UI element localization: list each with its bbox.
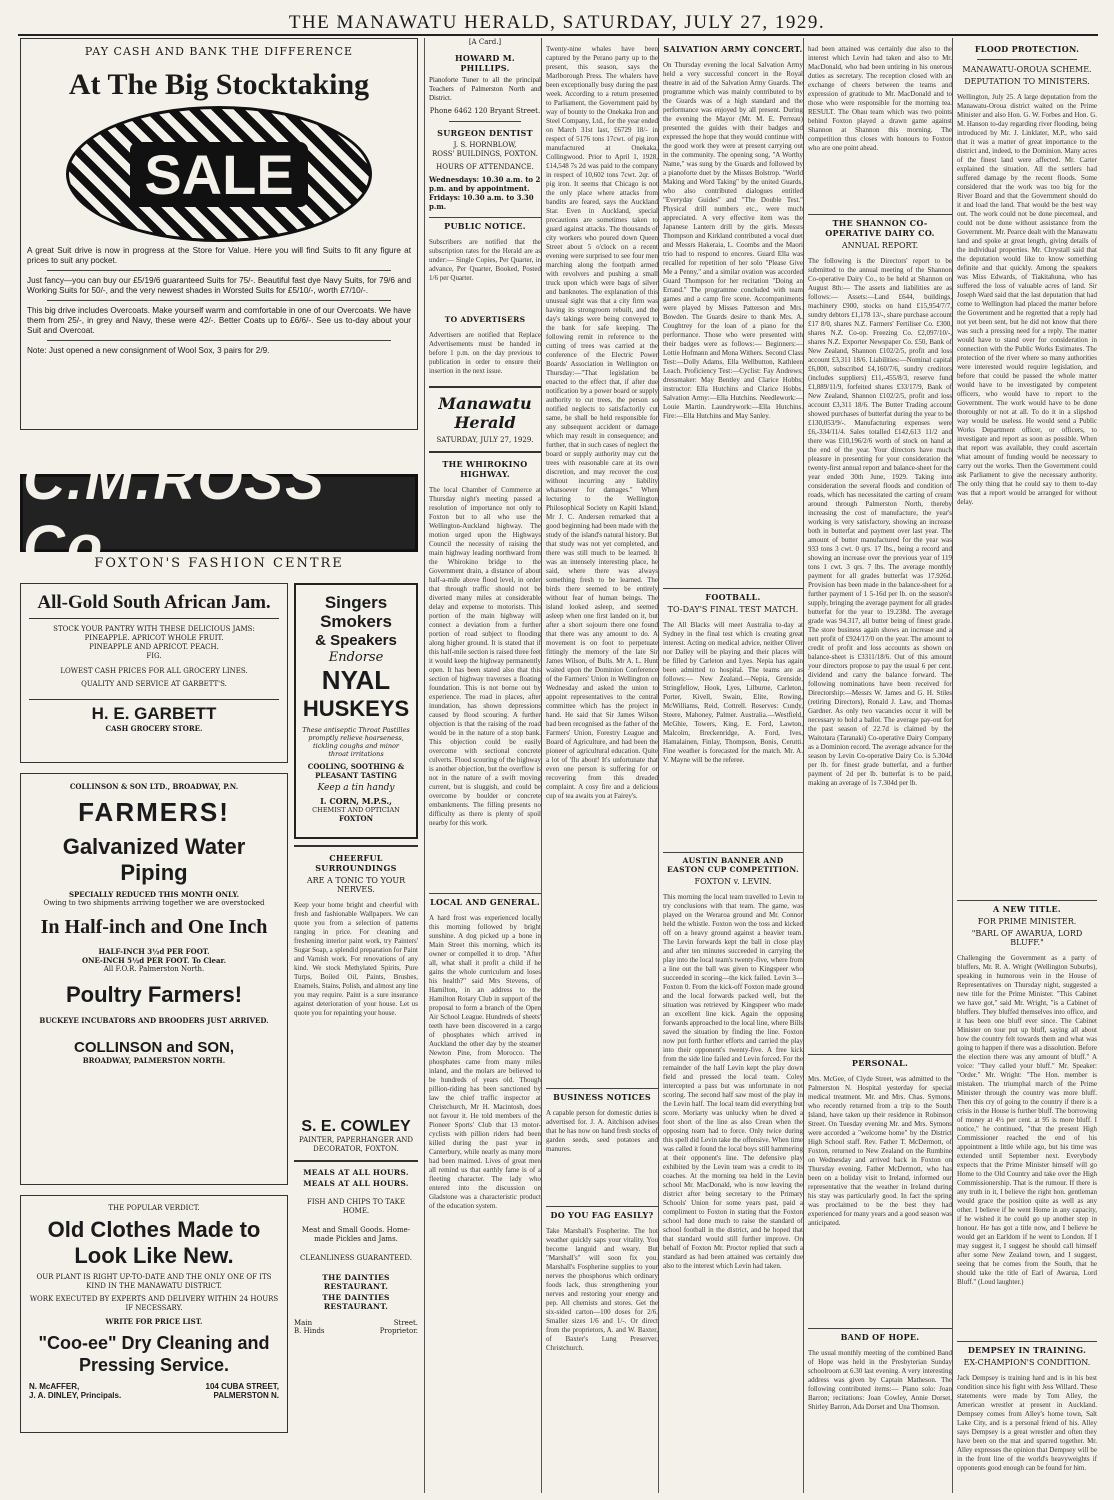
- cowley-name: S. E. COWLEY: [301, 1118, 411, 1135]
- dempsey-heading: DEMPSEY IN TRAINING.: [957, 1341, 1097, 1355]
- collinson-farmers: FARMERS!: [78, 797, 230, 827]
- cup-heading: AUSTIN BANNER AND EASTON CUP COMPETITION.: [663, 852, 803, 874]
- dempsey-body-texture: Jack Dempsey is training hard and is in his best condition since his fight with Jess Willard. These statements were made by Tom Alley, the American wrestler at present in Auckland. Dempsey comes from Alley's home town, Salt Lake City, and is a personal friend of his. Alley says Dempsey is a great wrestler and often they have been on the mat and sparred together. Mr. Alley expresses the opinion that Dempsey will be in the front line of the world's heavyweights if opponents good enough can be found for him.: [957, 1374, 1097, 1472]
- collinson-sizes: In Half-inch and One Inch: [40, 916, 268, 938]
- dainties-m2: MEALS AT ALL HOURS.: [303, 1179, 409, 1188]
- nyal-l9: Keep a tin handy: [317, 783, 395, 793]
- dentist-title: SURGEON DENTIST: [437, 128, 533, 138]
- column-4-body-texture: Twenty-nine whales have been captured by the Perano party up to the present, this season, says the Marlborough Press. The whalers have been exceptionally busy during the past week. According to a return presented to Parliament, the Government paid by way of bounty to the Onekaka Iron and Steel Company, Ltd., for the year ended on March 31st last, £6729 18/- in respect of 5176 tons 17cwt. of pig iron manufactured at Onekaka, Collingwood. Prior to April 1, 1928, £14,548 7s 2d was paid to the company in respect of 10,602 tons 7cwt. 2qr. of pig iron. It seems that Chicago is not the only place where attacks from bandits are feared, says the Auckland Star. Even in Auckland, special precautions are sometimes taken to guard against attacks. The thousands of city workers who poured down Queen Street about 5 o'clock on a recent evening were surprised to see four men marching along the footpath armed with revolvers and pushing a small truck upon which were bags of silver and banknotes. The explanation of this unusual sight was that a city firm was having its strongroom rebuilt, and the day's takings were being conveyed to the bank for safe keeping. The following remit in reference to the cutting of trees was carried at the conference of the Electric Power Boards' Association in Wellington on Thursday:—"That legislation be enacted to the effect that, if after due notification by a power board or supply authority to cut trees, the person so notified neglects to satisfactorily cut same, he shall be held responsible for any subsequent accident or damage which may result in consequence; and further, that in such cases of neglect the board or supply authority may cut the trees with reasonable care at its own discretion, and may recover the cost without incurring any liability whatsoever for damages." When lecturing to the Wellington Philosophical Society on Kapiti Island, Mr J. C. Andersen remarked that a good beginning had been made with the study of the island's natural history. But that study was not yet completed, and there was still much to be learned. It was an intensely interesting place, he said, where there was always something fresh to be learned. The birds there seemed to be entirely without fear of human beings. The island looked asleep, and seemed asleep when one first landed on it, but after a short sojourn there one found that there was any amount to do. A movement is on foot to perpetuate fittingly the memory of the late Sir James Wilson, of Bulls. Mr A. L. Hunt waited upon the Dominion Conference of the Farmers' Union in Wellington on Wednesday and asked the union to appoint representatives to the central committee which has the project in hand. He said that Sir James Wilson had been recognised as the father of the Farmers' Union, Forestry League and Board of Agriculture, and had been the pioneer of agricultural education. Quite a lot of 'flu about! It's unfortunate that even one person is suffering for or recovering from this dreaded complaint. A cosy fire and a delicious cup of tea awaits you at Fairey's.: [546, 45, 658, 800]
- oroua-heading: MANAWATU-OROUA SCHEME.: [962, 65, 1092, 74]
- collinson-galv: Galvanized Water Piping: [62, 834, 246, 885]
- dainties-d1: THE DAINTIES RESTAURANT.: [322, 1273, 390, 1291]
- dentist-fri: Fridays: 10.30 a.m. to 3.30 p.m.: [429, 193, 534, 211]
- ex-champion-heading: EX-CHAMPION'S CONDITION.: [963, 1358, 1091, 1367]
- ross-ad: [20, 447, 418, 579]
- herald-nameplate: Manawatu Herald: [438, 394, 532, 432]
- garbett-ad: [20, 583, 288, 763]
- garbett-l6: QUALITY AND SERVICE AT GARBETT'S.: [81, 680, 227, 688]
- levin-body-texture: This morning the local team travelled to Levin to try conclusions with that team. The game, was played on the Weraroa ground and Mr. Connor held the whistle. Foxton won the toss and kicked off on a heavy ground against a heavier team. The Levin forwards kept the ball in close play and after ten minutes succeeded in carrying the play into the local team's twenty-five, where from a line out the ball was given to Kingspeer who succeeded in scoring—the kick failed. Levin 3—Foxton 0. From the kick-off Foxton made ground and the local forwards packed well, but the situation was retrieved by Kingspeer who made an excellent line kick. Again the opposing forwards approached to the local line, where Bills saved the situation by finding the line. Foxton now put forth further efforts and carried the play into their opponent's twenty-five. A free kick from the side line failed and Levin forced. For the remainder of the half Levin kept the play down field and pressed the local team. Coley intercepted a pass but was unfortunate in not scoring. The second half saw most of the play in the Levin half. The local team did everything but score. Moriarty was unlucky when he dived a foot short of the line as also Crean when the opposing team had to force. Only twice during this spell did Levin take the offensive. When time was called it found the local boys still hammering at their opponent's line. The defensive play exhibited by the Levin team was a credit to its coaches. At the morning tea held in the Levin school Mr. MacDonald, who is now leaving the district after being secretary to the Primary Schools' Union for some years past, paid a compliment to Foxton in stating that the Foxton school had done much to raise the standard of school football in the district, and he hoped that that standard would still further improve. On behalf of Foxton Mr. Proctor replied that such a standard as had been attained was certainly due also to the interest which Levin had taken.: [663, 893, 803, 1270]
- collinson-fob: All F.O.R. Palmerston North.: [103, 965, 205, 973]
- collinson-ad: [20, 773, 288, 1185]
- local-body-texture: A hard frost was experienced locally this morning followed by bright sunshine. A dog picked up a bone in Main Street this morning, which its owner or compelled it to drop. "After all, what shall it profit a child if he gains the whole curriculum and loses his health?" said Mrs Stevens, of Hamilton, in an address to the Hamilton Rotary Club in support of the proposal to form a branch of the Open Air School League. Hundreds of sheets' teeth have been discovered in a cargo of phosphates which arrived in Auckland the other day by the steamer Newton Pine, from Morocco. The phosphates came from many miles inland, and the molars are believed to be hundreds of years old. Though pillion-riding has been sanctioned by law the chief traffic inspector at Christchurch, Mr H. Macintosh, does not favour it. He told members of the Pioneer Sports' Club that 13 motor-cyclists with pillion riders had been killed during the past year in Canterbury, while nearly as many more had been maimed. Lives of great men all remind us that earthly fame is of a fleeting character. The lady who entered into the discussion on Gladstone was a characteristic product of the education system.: [429, 914, 541, 1210]
- new-title-texture: Challenging the Government as a party of bluffers, Mr. R. A. Wright (Wellington Suburbs), speaking in humorous vein in the House of Representatives on Thursday night, suggested a new title for the Prime Minister. "This Cabinet we have got," said Mr. Wright, "is a Cabinet of bluffers. They bluffed themselves into office, and it has been one bluff ever since. The Cabinet Minister on tour put up bluff, saying all about how the country felt towards them and what was going to happen if there was a dissolution. Before the election there was any amount of bluff." A voice: "They called your bluff." Mr. Speaker: "Order." Mr. Wright: "The Hon. member is mistaken. The triumphal march of the Prime Minister through the country was more bluff. Then this cry of going to the country if there is a crisis in the House is further bluff. The borrowing of money at 4½ per cent. at 95 is more bluff. I notice," he continued, "that the present High Commissioner reached the end of his appointment a little while ago, but his time was extended until September next. Everybody expects that the Prime Minister himself will go Home to the Old Country and take over the High Commissionership. That is the rumour. If there is any truth in it, I believe the right hon. gentleman would grace the position quite as well as any other. I believe if he went Home in any capacity, if he wished it he could go up another step in honour. He has got a title now, and I believe he would get an Earldom if he went to London. If I may suggest it, I suggest he should call himself after some New Zealand town, and I suggest, seeing that he comes from the South, that he should take the title of Earl of Awarua, Lord Bluff." (Loud laughter.): [957, 954, 1097, 1286]
- stocktaking-p3: This big drive includes Overcoats. Make yourself warm and comfortable in one of our Overcoats. We have them from 25/-, in grey and Navy, these were 42/-. Better Coats up to £6/6/-. See us to-day about your Suit and Overcoat.: [27, 306, 411, 335]
- dentist-address: ROSS' BUILDINGS, FOXTON.: [432, 150, 538, 158]
- flood-body-texture: Wellington, July 25. A large deputation from the Manawatu-Oroua district waited on the Prime Minister and also Hon. G. W. Forbes and Hon. G. M. Hanson to-day regarding river flooding, being introduced by Mr. J. Linklater, M.P., who said that it was a matter of great importance to the district and, indeed, to the Dominion. Many acres of the finest land were affected. Mr. Carter explained the situation. All the settlers had suffered damage by the recent floods. Some considered that the work was too big for the River Board and that the Government should do it and load the land. That would be the best way out. The work could not be done piecemeal, and could not be done without assistance from the Government. Mr. Pearce dealt with the Manawatu land and spoke at great length, giving details of the individual properties. Mr. Chrystall said that the deputation would like to know something definite and that quickly. Among the speakers was Miss Edwards, of Tiakitahuna, who has suffered the loss of valuable acres of land. Sir Joseph Ward said that the last deputation that had come to Wellington had placed the matter before the Government and he regretted that a reply had not yet been sent, but he did not know that there was such a pressing need for a reply. The matter would have to stand over for consideration in connection with the Public Works Estimates. The protection of the river where so many authorities were interested would require legislation, and before that could be passed the whole matter would have to be investigated by competent officers, who would have to report to the Government. The work would have to be done thoroughly or not at all. To do it in a slipshod way would be useless. He would send a Public Works Department officer, or officers, to investigate and report as soon as possible. When that report was available, they could ascertain what amount of funding would be necessary to carry out the works. Then the Government could ask Parliament to give the necessary authority. The only thing that he could say to them to-day was that a report would be arranged for without delay.: [957, 93, 1097, 506]
- shannon-heading: THE SHANNON CO-OPERATIVE DAIRY CO.: [808, 214, 952, 238]
- business-notices-heading: BUSINESS NOTICES: [546, 1088, 658, 1102]
- cooee-ad: [20, 1195, 288, 1433]
- nyal-l2: Smokers: [320, 612, 392, 631]
- advertisers-texture: Advertisers are notified that Replace Advertisements must be handed in before 1 p.m. on the day previous to publication in order to ensure their insertion in the next issue.: [429, 331, 541, 375]
- collinson-half: HALF-INCH 3½d PER FOOT.: [98, 947, 210, 956]
- dainties-fish: FISH AND CHIPS TO TAKE HOME.: [306, 1198, 406, 1215]
- nyal-l6: HUSKEYS: [302, 696, 410, 721]
- cowley-h2: ARE A TONIC TO YOUR NERVES.: [306, 876, 406, 894]
- band-of-hope-heading: BAND OF HOPE.: [808, 1328, 952, 1342]
- subscribers-texture: Subscribers are notified that the subscription rates for the Herald are as under:— Single Copies, Per Quarter, in advance, Per Quarter, Booked, Posted 1/6 per Quarter.: [429, 238, 541, 282]
- stocktaking-ad: [20, 38, 418, 430]
- collinson-owing: Owing to two shipments arriving together we are overstocked: [43, 899, 265, 907]
- cooee-right2: PALMERSTON N.: [213, 1391, 279, 1400]
- whirokino-heading: THE WHIROKINO HIGHWAY.: [442, 459, 528, 479]
- cooee-left1: N. McAFFER,: [29, 1382, 80, 1391]
- garbett-l2: PINEAPPLE. APRICOT WHOLE FRUIT.: [84, 634, 224, 642]
- cooee-h2: "Coo-ee" Dry Cleaning and Pressing Service.: [38, 1333, 270, 1375]
- dainties-prop: Proprietor.: [379, 1327, 418, 1335]
- collinson-poultry: Poultry Farmers!: [65, 982, 243, 1007]
- levin-continued-texture: had been attained was certainly due also to the interest which Levin had taken and also to Mr. MacDonald, who had been untiring in his onerous duties as secretary. The reception closed with an exchange of cheers between the teams and expression of gratitude to Mr. MacDonald and to those who were responsible for the morning tea. RESULT. The Ohau team which was two points behind Foxton played a drawn game against Shannon at Shannon this morning. The competition thus closes with honours to Foxton who are one point ahead.: [808, 45, 952, 152]
- ross-tagline: FOXTON'S FASHION CENTRE: [94, 556, 344, 571]
- masthead-rule: [18, 34, 1098, 36]
- cooee-verdict: THE POPULAR VERDICT.: [108, 1204, 200, 1212]
- phillips-text: Pianoforte Tuner to all the principal Teachers of Palmerston North and District.: [429, 76, 541, 102]
- nyal-l10: I. CORN, M.P.S.,: [320, 796, 392, 806]
- dainties-d2: THE DAINTIES RESTAURANT.: [322, 1293, 390, 1311]
- annual-report-heading: ANNUAL REPORT.: [841, 241, 919, 250]
- cooee-left2: J. A. DINLEY, Principals.: [29, 1391, 122, 1400]
- nyal-ad: [294, 583, 418, 839]
- cooee-right1: 104 CUBA STREET,: [205, 1382, 279, 1391]
- cowley-h1: CHEERFUL SURROUNDINGS: [315, 853, 397, 873]
- stocktaking-p4: Note: Just opened a new consignment of Wool Sox, 3 pairs for 2/9.: [27, 346, 270, 356]
- collinson-buckeye: BUCKEYE INCUBATORS AND BROODERS JUST ARRIVED.: [39, 1016, 269, 1025]
- levin-heading: FOXTON v. LEVIN.: [694, 877, 772, 886]
- dainties-hinds: B. Hinds: [294, 1327, 325, 1335]
- column-6: [803, 38, 952, 1493]
- dainties-ad: [294, 1168, 418, 1335]
- public-notice-title: PUBLIC NOTICE.: [429, 217, 541, 231]
- dentist-wed: Wednesdays: 10.30 a.m. to 2 p.m. and by appointment.: [429, 175, 541, 193]
- fag-easily-heading: DO YOU FAG EASILY?: [546, 1206, 658, 1220]
- prime-minister-heading: FOR PRIME MINISTER.: [977, 917, 1077, 926]
- garbett-name: H. E. GARBETT: [29, 699, 279, 724]
- football-heading: FOOTBALL.: [663, 588, 803, 602]
- cooee-h1: Old Clothes Made to Look Like New.: [47, 1217, 261, 1268]
- card-label: [A Card.]: [468, 38, 502, 46]
- stocktaking-headline: At The Big Stocktaking: [68, 68, 370, 101]
- salvation-body-texture: On Thursday evening the local Salvation Army held a very successful concert in the Royal theatre in aid of the Salvation Army Guards. The programme which was mainly contributed to by the Guards was of a high standard and the performance was enjoyed by all present. During the evening the Mayor (Mr. M. E. Perreau) presented the guides with their badges and expressed the hope that they would continue with the good work they were at present carrying out in the community. The opening song, "A Worthy Name," was sung by the Guards and followed by a pianoforte duet by the Misses Bolstrop. "World Making and Word Taking" by the united Guards, who also contributed dialogues entitled "Everyday Guides" and "The Double Test." Physical drill numbers etc., were much appreciated. A very effective item was the Japanese Lantern drill by the girls. Messrs Thompson and Kirkland contributed a vocal duet and Messrs Hakeraia, L. Coombs and the Maori trio had to respond to encores. Guard Ella was recalled for repetition of her solo "Please Give Me a Penny," and a similar ovation was accorded Guard Thompson for her recitation "Doing an Errand." The programme concluded with team games and a camp fire scene. Accompaniments were played by Misses Patterson and Mrs. Bowden. The Guards desire to thank Mrs. A. Coughtrey for the loan of a piano for the performance. Those who were presented with their badges were as follows:— Beginners:—Lottie Hofmann and Mona Withers. Second Class Test:—Dolly Adams, Ella Wellbutton, Kathleen Leach. Proficiency Test:—Cyclist: Fay Andrews; dressmaker: May Bentley and Clarice Hobbs; instructor: Ella Hutchins and Clarice Hobbs. Salvation Army:—Ella Hutchins. Needlework:—Louie Martin. Laundrywork:—Ella Hutchins. Fire:—Ella Hutchins and May Sanley.: [663, 61, 803, 420]
- test-match-texture: The All Blacks will meet Australia to-day at Sydney in the final test which is creating great interest. Acting on medical advice, neither Oliver nor Dalley will be playing and their places will be filled by Carleton and Lyes. Nepia has again been admitted to hospital. The teams are as follows:— New Zealand.—Nepia, Grenside, Stringfellow, Hook, Lyes, Lilburne, Carleton, Porter, Kivell, Swain, Elite, Rowing, McWilliams, Reid, Cottrell. Reserves: Cundy, Steere, Mahoney, Palmer. Australia.—Westfield, McGhie, Towers, King, E. Ford, Lawton, Malcolm, Breckenridge, A. Ford, Ives, Hamalainen, Finlay, Thompson, Bonis, Cerutti. Fine weather is forecasted for the match. Mr. A. V. Mayne will be the referee.: [663, 621, 803, 764]
- flood-heading: FLOOD PROTECTION.: [974, 44, 1080, 54]
- test-match-heading: TO-DAY'S FINAL TEST MATCH.: [667, 605, 799, 614]
- dainties-m1: MEALS AT ALL HOURS.: [303, 1168, 409, 1177]
- shannon-body-texture: The following is the Directors' report to be submitted to the annual meeting of the Shannon Co-operative Dairy Co., to be held at Shannon on August 8th:— The assets and liabilities are as follows:— Assets:—Land £644, buildings, machinery £900, stocks on hand £15,954/7/7, sundry debtors £1,178 13/-, share purchase account £17 8/0, shares N.Z. Farmers' Fertiliser Co. £300, shares N.Z. Co-op. Freezing Co. £2,097/10/-, shares N.Z. Exporter Newspaper Co. £50, Bank of New Zealand, Shannon £102/2/5, profit and loss account £3,311 18/6. Liabilities:—Nominal capital £6,000, subscribed £4,160/7/6, sundry creditors (includes suppliers) £11,-455/8/3, reserve fund £1,889/11/9, forfeited shares £33/17/9, Bank of New Zealand, Shannon £102/2/5, profit and loss account £3,311 18/6. The Butter Trading account showed purchases of butterfat during the year to be £130,053/9/-. Manufacturing expenses were £6,-334/11/4. Sales totalled £142,613 11/2 and there was £10,196/2/6 worth of stock on hand at the end of the year. Your directors have much pleasure in presenting for your consideration the twenty-first annual report and balance-sheet for the year ended 30th June, 1929. Taking into consideration the several floods and condition of roads, which has necessitated the carting of cream around through Palmerston North, thereby increasing the cost of manufacture, the year's working is very satisfactory, showing an increase both in butterfat and payment over last year. The amount of butter manufactured for the year was 933 tons 3 cwt. 0 qrs. 17 lbs., being a record and showing an increase over the previous year of 119 tons 1 cwt. 3 qrs. 7 lbs. The average monthly payment for all grades butterfat was 17.926d. Provision has been made in the balance-sheet for a further payment of 1 5-16d per lb. on the season's supply, bringing the average payment for all grades butterfat for the year to 19.238d. The average grade was 94.317, all butter being of finest grade. The store business again shows an increase and a nett profit of £924/17/0 on the year. The amount to credit of profit and loss accounts as shown on balance-sheet is £3311/18/6. Out of this amount your directors propose to pay the usual 6 per cent. dividend and carry the balance forward. The following nominations have been received for Directorship:—Messrs W. James and G. H. Stiles (retiring Directors), Ronald J. Law, and Thomas Gardner. As only two vacancies occur it will be necessary to hold a ballot. The average pay-out for the past season of 22.7d is claimed by the Waitotara (Taranaki) Co-operative Dairy Company as a Dominion record. The average advance for the season by Levin Co-operative Dairy Co. is 5.304d per lb. for finest grade butterfat, and a further payment of 2d per lb. butterfat is to be paid, making an average of 1s 7.304d per lb.: [808, 257, 952, 787]
- garbett-store: CASH GROCERY STORE.: [105, 724, 203, 733]
- nyal-l11: CHEMIST AND OPTICIAN: [312, 806, 400, 814]
- column-7: [952, 38, 1097, 1493]
- sale-word: SALE: [130, 142, 307, 207]
- nyal-l12: FOXTON: [338, 814, 374, 823]
- personal-body-texture: Mrs. McGee, of Clyde Street, was admitted to the Palmerston N. Hospital yesterday for special medical treatment. Mr. and Mrs. Chas. Symons, who recently returned from a trip to the South Island, have taken up their residence in Robinson Street. On Tuesday evening Mr. and Mrs. Symons were accorded a "welcome home" by the District High School staff. Rev. Father T. McDermott, of Foxton, returned to New Zealand on the Rumbine on Wednesday and arrived back in Foxton on Thursday evening. Father McDermott, who has been on a holiday visit to Ireland, informed our representative that the weather in Ireland during his stay was particularly good. In fact the spring was proclaimed to be the best they had experienced for many years and a good season was anticipated.: [808, 1075, 952, 1227]
- dainties-street: Street.: [393, 1319, 418, 1327]
- cowley-body-texture: Keep your home bright and cheerful with fresh and fashionable Wallpapers. We can quote you from a selection of patterns ranging in price. For cleaning and freshening interior paint work, try Painters' Sugar Soap, a splendid preparation for Paint and Varnish work. For renovations of any kind. We stock Methylated Spirits, Pure Turps, Boiled Oil, Paints, Brushes, Enamels, Stains, Polish, and almost any line you may require. Paint is a sure insurance against deterioration of your house. Let us quote you for repainting your house.: [294, 901, 418, 1017]
- nyal-l1: Singers: [324, 593, 388, 612]
- personal-heading: PERSONAL.: [808, 1054, 952, 1068]
- cooee-p1: OUR PLANT IS RIGHT UP-TO-DATE AND THE ONLY ONE OF ITS KIND IN THE MANAWATU DISTRICT.: [36, 1273, 272, 1290]
- salvation-heading: SALVATION ARMY CONCERT.: [663, 44, 803, 54]
- cowley-ad: [294, 853, 418, 1154]
- cooee-p3: WRITE FOR PRICE LIST.: [105, 1317, 203, 1326]
- stocktaking-p1: A great Suit drive is now in progress at the Store for Value. Here you will find Suits to fit any figure at prices to suit any pocket.: [27, 246, 411, 265]
- business-notices-texture: A capable person for domestic duties is advertised for. J. A. Aitchison advises that he has now on hand fresh stocks of garden seeds, seed potatoes and manures.: [546, 1109, 658, 1153]
- column-5: [658, 38, 803, 1493]
- garbett-l3: PINEAPPLE AND APRICOT. PEACH.: [89, 643, 219, 651]
- phillips-name: HOWARD M. PHILLIPS.: [455, 53, 515, 73]
- collinson-top: COLLINSON & SON LTD., BROADWAY, P.N.: [69, 782, 239, 791]
- new-title-heading: A NEW TITLE.: [957, 900, 1097, 914]
- masthead: THE MANAWATU HERALD, SATURDAY, JULY 27, 1929.: [288, 12, 826, 33]
- dainties-meat: Meat and Small Goods. Home-made Pickles and Jams.: [301, 1226, 411, 1243]
- ad-column-left: [20, 38, 418, 1493]
- nyal-l8: COOLING, SOOTHING & PLEASANT TASTING: [307, 762, 405, 780]
- collinson-addr: BROADWAY, PALMERSTON NORTH.: [82, 1056, 226, 1065]
- hope-body-texture: The usual monthly meeting of the combined Band of Hope was held in the Presbyterian Sunday schoolroom at 6.30 last evening. A very interesting address was given by Captain Matheson. The following contributed items:— Piano solo: Joan Barron; recitations: Joan Cowley, Annie Dorset, Shirley Barron, Ada Dorset and Una Thomson.: [808, 1349, 952, 1411]
- phillips-phone: Phone 6462 120 Bryant Street.: [429, 107, 541, 115]
- dentist-name: J. S. HORNBLOW,: [453, 141, 517, 149]
- collinson-name: COLLINSON and SON,: [73, 1039, 234, 1056]
- nyal-l5: NYAL: [321, 665, 391, 695]
- deputation-heading: DEPUTATION TO MINISTERS.: [964, 77, 1090, 86]
- whirokino-body-texture: The local Chamber of Commerce at Thursday night's meeting passed a resolution of importance not only to Foxton but to all who use the Wellington-Auckland highway. The motion urged upon the Highways Council the necessity of raising the main highway leading northward from the Whirokino bridge to the Government drain, a distance of about half-a-mile above flood level, in order that through traffic should not be diverted many miles at considerable delay and expense to motorists. This portion of the main highway will connect a deviation from a further portion of road subject to flooding along higher ground. It is stated that if this half-mile section is raised three feet it would keep the highway permanently open. It has been stated also that this section of highway traverses a floating foundation. This is not borne out by experience. The road in places, after inundation, has shown depressions caused by flood scouring. A further objection is that the raising of the road would be in the nature of a stop bank. This objection could be easily overcome with sectional concrete culverts. Flood scouring of the highway is another objection, but the overflow is not in the nature of a swift moving current, but is sluggish, and could be overcome by boulder or concrete embankments. The filling presents no difficulty as there is plenty of spoil nearby for this work.: [429, 486, 541, 827]
- nyal-l3: & Speakers: [315, 632, 397, 649]
- nyal-l4: Endorse: [328, 650, 384, 665]
- garbett-l5: LOWEST CASH PRICES FOR ALL GROCERY LINES.: [60, 667, 248, 675]
- column-3: [424, 38, 541, 1493]
- stocktaking-banner: PAY CASH AND BANK THE DIFFERENCE: [84, 45, 354, 58]
- cowley-trade: PAINTER, PAPERHANGER AND DECORATOR, FOXTON.: [299, 1136, 413, 1153]
- phospherine-texture: Take Marshall's Fospherine. The hot weather quickly saps your vitality. You become languid and weary. But "Marshall's" will soon fix you. Marshall's Fospherine supplies to your nerves the phosphorus which ordinary foods lack, thus strengthening your nerves and restoring your energy and pep. All chemists and stores. Get the six-sided carton—100 doses for 2/6. Smaller sizes 1/6 and 1/-. Or direct from the proprietors, A. and W. Baxter, of Baxter's Lung Preserver, Christchurch.: [546, 1227, 658, 1352]
- garbett-l1: STOCK YOUR PANTRY WITH THESE DELICIOUS JAMS:: [53, 625, 255, 633]
- advertisers-title: TO ADVERTISERS: [444, 315, 526, 324]
- dentist-hours-title: HOURS OF ATTENDANCE.: [436, 163, 534, 171]
- collinson-one: ONE-INCH 5½d PER FOOT. To Clear.: [81, 956, 227, 965]
- garbett-l4: FIG.: [146, 652, 162, 660]
- dainties-main: Main: [294, 1319, 313, 1327]
- herald-date: SATURDAY, JULY 27, 1929.: [436, 436, 534, 444]
- sale-graphic: [66, 106, 372, 242]
- local-general-heading: LOCAL AND GENERAL.: [429, 893, 541, 907]
- awarua-heading: "BARL OF AWARUA, LORD BLUFF.": [971, 929, 1083, 947]
- garbett-title: All-Gold South African Jam.: [29, 592, 279, 619]
- dainties-clean: CLEANLINESS GUARANTEED.: [300, 1254, 412, 1262]
- cooee-p2: WORK EXECUTED BY EXPERTS AND DELIVERY WITHIN 24 HOURS IF NECESSARY.: [29, 1295, 279, 1312]
- collinson-reduced: SPECIALLY REDUCED THIS MONTH ONLY.: [68, 890, 240, 899]
- nyal-l7: These antiseptic Throat Pastilles promptly relieve hoarseness, tickling coughs and minor throat irritations: [302, 726, 410, 758]
- stocktaking-p2: Just fancy—you can buy our £5/19/6 guaranteed Suits for 75/-. Beautiful fast dye Navy Suits, for 79/6 and Working Suits for 50/-, and the very newest shades in Worsted Suits for £5/10/-, worth £7/10/-.: [27, 276, 411, 295]
- ross-logo: C.M.ROSS Co: [20, 474, 418, 552]
- column-4: [541, 38, 658, 1493]
